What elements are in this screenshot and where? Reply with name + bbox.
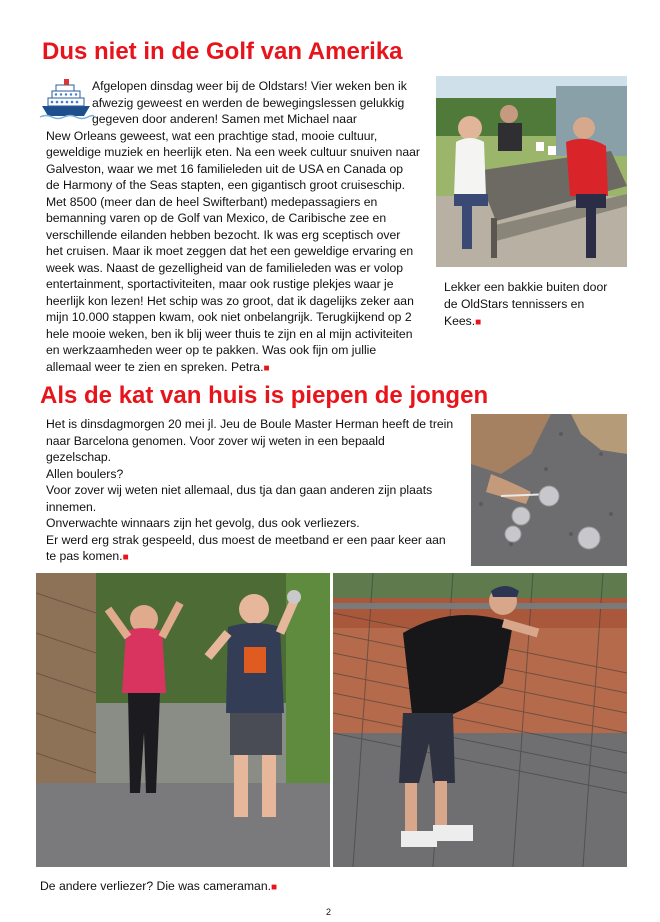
article1-line: mijn 10.000 stappen kwam, ook niet onbelangrijk. Terugkijkend op 2 xyxy=(46,310,412,324)
article2-body xyxy=(46,416,453,567)
end-mark: ■ xyxy=(263,362,270,374)
article2-line: gezelschap. xyxy=(46,450,112,464)
article1-line: Galveston, waar we met 16 familieleden uit de USA en Canada op xyxy=(46,161,404,176)
article1-line: hele mooie weken, ben ik blij weer thuis te zijn en al mijn activiteiten xyxy=(46,326,413,341)
article2-line: innemen. xyxy=(46,499,97,514)
bottom-caption xyxy=(40,878,277,896)
article1-line: entertainment, sportactiviteiten, maar ook rustige plekjes waar je xyxy=(46,277,394,291)
photo-winners-cheering xyxy=(36,573,330,867)
article1-intro-lines xyxy=(92,78,407,128)
end-mark: ■ xyxy=(271,882,278,893)
cruise-ship-icon xyxy=(38,76,94,120)
article1-line: New Orleans geweest, wat een prachtige stad, mooie cultuur, xyxy=(46,128,378,143)
article1-line: bemanning varen op de Golf van Mexico, de Caribische zee en xyxy=(46,211,387,225)
article1-line: de Harmony of the Seas stapten, een gigantisch groot cruiseschip. xyxy=(46,178,406,192)
article1-body xyxy=(46,128,420,378)
article2-line: Het is dinsdagmorgen 20 mei jl. Jeu de Boule Master Herman heeft de trein xyxy=(46,417,454,431)
end-mark: ■ xyxy=(475,317,482,328)
article1-line: geweldige muziek en heerlijk eten. Na een week cultuur snuiven naar xyxy=(46,145,420,159)
article2-line: Er werd erg strak gespeeld, dus moest de meetband er een paar keer aan xyxy=(46,532,446,547)
article1-line: gegeven door anderen! Samen met Michael naar xyxy=(92,112,357,126)
article1-line: week was. Naast de gezelligheid van de familieleden was er volop xyxy=(46,260,404,275)
article2-line: Voor zover wij weten niet allemaal, dus tja dan gaan anderen zijn plaats xyxy=(46,483,433,497)
article-title-kat: Als de kat van huis is piepen de jongen xyxy=(40,382,489,409)
photo-coffee-picnic xyxy=(436,76,627,267)
end-mark: ■ xyxy=(122,552,129,563)
article2-line: naar Barcelona genomen. Voor zover wij weten in een bepaald xyxy=(46,433,385,448)
photo-boules-measure xyxy=(471,414,627,566)
article1-line: Met 8500 (meer dan de heel Swifterbant) medepassagiers en xyxy=(46,194,378,209)
caption-line: Lekker een bakkie buiten door xyxy=(444,280,608,294)
caption-line: De andere verliezer? Die was cameraman. xyxy=(40,879,271,893)
article1-line: heerlijk kon lezen! Het schip was zo groot, dat ik dagelijks zeker aan xyxy=(46,293,414,308)
article1-line: het cruisen. Maar ik moet zeggen dat het een geweldige ervaring en xyxy=(46,244,414,258)
article1-line: en werkzaamheden weer op te pakken. Was ook fijn om jullie xyxy=(46,343,377,357)
article-title-golf: Dus niet in de Golf van Amerika xyxy=(42,38,403,65)
caption-line: de OldStars tennissers en xyxy=(444,297,585,311)
article1-line: afwezig geweest en werden de bewegingslessen gelukkig xyxy=(92,95,405,110)
photo-caption-coffee xyxy=(444,279,607,331)
article2-line: Allen boulers? xyxy=(46,466,124,481)
article1-line: verschillende eilanden hebben bezocht. Ik was erg sceptisch over xyxy=(46,227,401,242)
caption-line: Kees. xyxy=(444,314,476,328)
photo-loser-at-fence xyxy=(333,573,627,867)
article1-line: Afgelopen dinsdag weer bij de Oldstars! Vier weken ben ik xyxy=(92,79,407,93)
page-number: 2 xyxy=(326,907,332,917)
article2-line: Onverwachte winnaars zijn het gevolg, dus ook verliezers. xyxy=(46,516,360,530)
article1-line: allemaal weer te zien en spreken. Petra. xyxy=(46,359,264,374)
article2-line: te pas komen. xyxy=(46,549,123,563)
